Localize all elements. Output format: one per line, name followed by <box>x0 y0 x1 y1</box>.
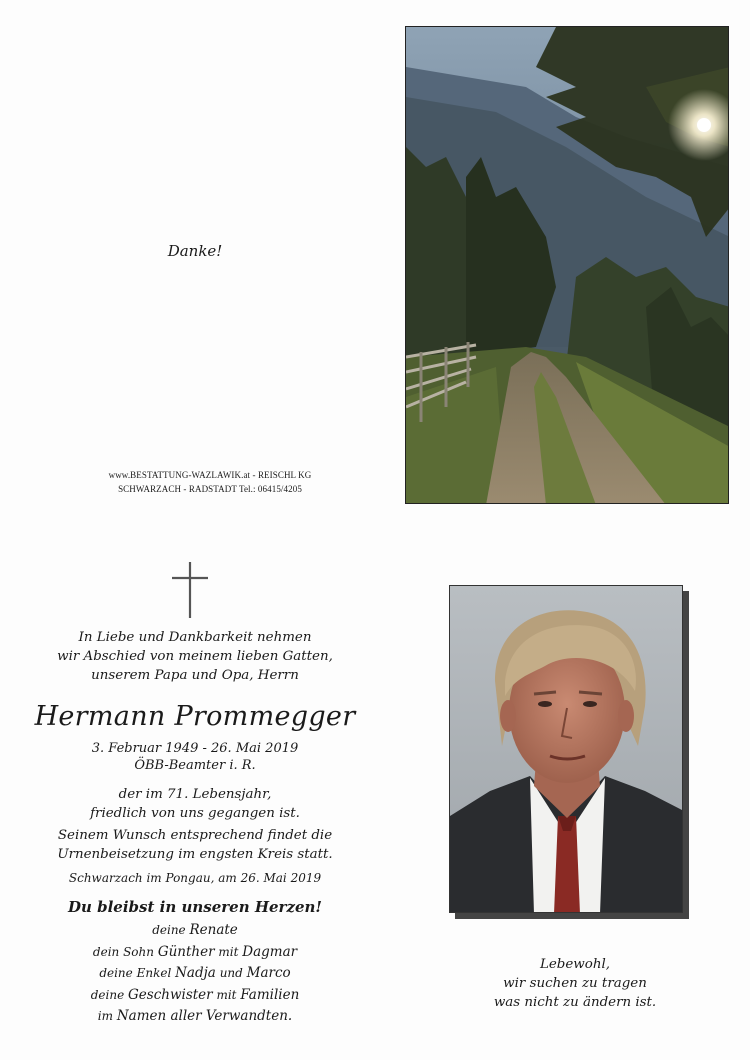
family-line: dein Sohn Günther mit Dagmar <box>92 943 298 960</box>
intro-line: In Liebe und Dankbarkeit nehmen <box>78 630 312 645</box>
life-dates: 3. Februar 1949 - 26. Mai 2019 <box>91 741 299 756</box>
intro-text <box>25 628 365 685</box>
family-line: deine Enkel Nadja und Marco <box>99 965 291 981</box>
deceased-name: Hermann Prommegger <box>34 701 356 732</box>
landscape-photo <box>405 26 729 504</box>
burial-wish-text <box>25 826 365 864</box>
family-line: im Namen aller Verwandten. <box>97 1008 293 1024</box>
place-date: Schwarzach im Pongau, am 26. Mai 2019 <box>68 871 322 885</box>
funeral-home-info <box>80 468 340 496</box>
thanks-text: Danke! <box>167 242 223 260</box>
occupation: ÖBB-Beamter i. R. <box>134 758 256 773</box>
farewell-line: wir suchen zu tragen <box>503 976 647 991</box>
family-line: deine Renate <box>152 922 238 938</box>
age-line: friedlich von uns gegangen ist. <box>90 806 300 821</box>
farewell-line: was nicht zu ändern ist. <box>493 995 657 1010</box>
portrait-photo <box>449 585 683 913</box>
wish-line: Urnenbeisetzung im engsten Kreis statt. <box>57 847 333 862</box>
farewell-line: Lebewohl, <box>539 957 610 972</box>
intro-line: unserem Papa und Opa, Herrn <box>91 668 299 683</box>
age-line: der im 71. Lebensjahr, <box>118 787 272 802</box>
family-line: deine Geschwister mit Familien <box>90 986 300 1003</box>
age-text <box>25 785 365 823</box>
wish-line: Seinem Wunsch entsprechend findet die <box>57 828 333 843</box>
latin-cross-icon <box>170 560 210 620</box>
funeral-home-line-2: SCHWARZACH - RADSTADT Tel.: 06415/4205 <box>118 484 302 494</box>
memorial-phrase: Du bleibst in unseren Herzen! <box>67 898 323 916</box>
family-list <box>25 920 365 1028</box>
intro-line: wir Abschied von meinem lieben Gatten, <box>57 649 333 664</box>
funeral-home-line-1: www.BESTATTUNG-WAZLAWIK.at - REISCHL KG <box>108 470 312 480</box>
life-dates-block <box>25 740 365 774</box>
farewell-verse <box>455 955 695 1012</box>
